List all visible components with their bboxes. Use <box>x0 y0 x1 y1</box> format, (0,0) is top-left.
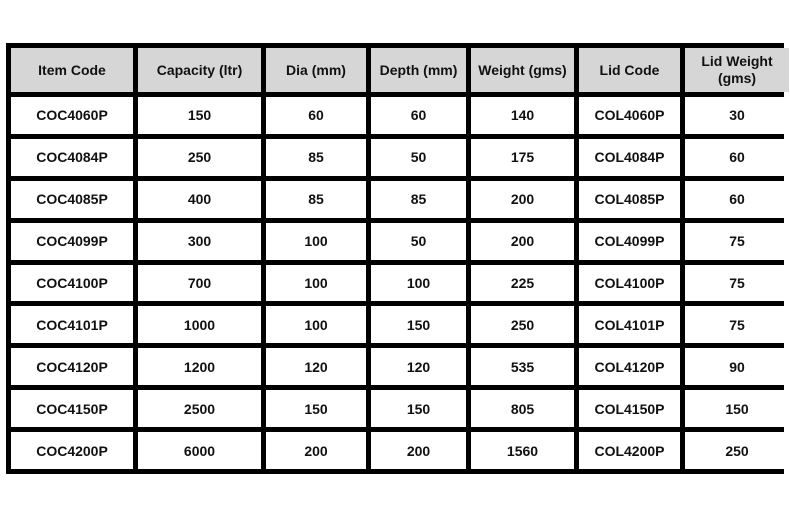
cell-depth: 100 <box>371 265 466 302</box>
cell-dia: 60 <box>266 97 366 134</box>
table-row <box>11 390 789 427</box>
cell-lid-weight: 75 <box>685 223 789 260</box>
header-lid-weight: Lid Weight (gms) <box>685 48 789 92</box>
header-item-code: Item Code <box>11 48 133 92</box>
cell-capacity: 700 <box>138 265 261 302</box>
cell-item-code: COC4101P <box>11 306 133 343</box>
cell-lid-weight: 250 <box>685 432 789 469</box>
cell-item-code: COC4084P <box>11 139 133 176</box>
cell-weight: 175 <box>471 139 574 176</box>
header-row <box>11 48 789 92</box>
cell-lid-code: COL4200P <box>579 432 680 469</box>
spec-table-container <box>6 43 784 474</box>
cell-lid-weight: 75 <box>685 265 789 302</box>
cell-depth: 50 <box>371 139 466 176</box>
cell-item-code: COC4060P <box>11 97 133 134</box>
cell-lid-weight: 60 <box>685 181 789 218</box>
cell-lid-weight: 90 <box>685 348 789 385</box>
cell-depth: 120 <box>371 348 466 385</box>
cell-weight: 200 <box>471 223 574 260</box>
cell-dia: 120 <box>266 348 366 385</box>
cell-lid-code: COL4101P <box>579 306 680 343</box>
cell-dia: 100 <box>266 306 366 343</box>
table-row <box>11 139 789 176</box>
table-row <box>11 223 789 260</box>
cell-item-code: COC4085P <box>11 181 133 218</box>
table-body <box>11 97 789 469</box>
header-weight: Weight (gms) <box>471 48 574 92</box>
cell-depth: 60 <box>371 97 466 134</box>
cell-weight: 1560 <box>471 432 574 469</box>
cell-capacity: 300 <box>138 223 261 260</box>
cell-lid-code: COL4120P <box>579 348 680 385</box>
cell-dia: 85 <box>266 139 366 176</box>
table-row <box>11 181 789 218</box>
cell-lid-code: COL4084P <box>579 139 680 176</box>
table-row <box>11 348 789 385</box>
cell-depth: 150 <box>371 306 466 343</box>
cell-weight: 225 <box>471 265 574 302</box>
cell-item-code: COC4200P <box>11 432 133 469</box>
cell-lid-code: COL4085P <box>579 181 680 218</box>
cell-depth: 50 <box>371 223 466 260</box>
cell-weight: 535 <box>471 348 574 385</box>
cell-weight: 140 <box>471 97 574 134</box>
cell-capacity: 150 <box>138 97 261 134</box>
cell-item-code: COC4100P <box>11 265 133 302</box>
cell-capacity: 250 <box>138 139 261 176</box>
cell-weight: 805 <box>471 390 574 427</box>
cell-dia: 100 <box>266 265 366 302</box>
cell-item-code: COC4120P <box>11 348 133 385</box>
cell-dia: 85 <box>266 181 366 218</box>
cell-item-code: COC4099P <box>11 223 133 260</box>
header-depth: Depth (mm) <box>371 48 466 92</box>
cell-capacity: 1000 <box>138 306 261 343</box>
cell-item-code: COC4150P <box>11 390 133 427</box>
header-capacity: Capacity (ltr) <box>138 48 261 92</box>
cell-capacity: 1200 <box>138 348 261 385</box>
cell-dia: 200 <box>266 432 366 469</box>
cell-capacity: 400 <box>138 181 261 218</box>
cell-capacity: 6000 <box>138 432 261 469</box>
cell-capacity: 2500 <box>138 390 261 427</box>
table-row <box>11 432 789 469</box>
spec-table <box>6 43 790 474</box>
header-dia: Dia (mm) <box>266 48 366 92</box>
cell-depth: 200 <box>371 432 466 469</box>
table-row <box>11 97 789 134</box>
cell-lid-code: COL4099P <box>579 223 680 260</box>
header-lid-code: Lid Code <box>579 48 680 92</box>
cell-lid-code: COL4060P <box>579 97 680 134</box>
table-row <box>11 265 789 302</box>
cell-depth: 150 <box>371 390 466 427</box>
cell-lid-code: COL4150P <box>579 390 680 427</box>
table-row <box>11 306 789 343</box>
cell-lid-code: COL4100P <box>579 265 680 302</box>
cell-lid-weight: 60 <box>685 139 789 176</box>
cell-weight: 200 <box>471 181 574 218</box>
cell-weight: 250 <box>471 306 574 343</box>
cell-lid-weight: 75 <box>685 306 789 343</box>
cell-lid-weight: 150 <box>685 390 789 427</box>
cell-dia: 100 <box>266 223 366 260</box>
cell-lid-weight: 30 <box>685 97 789 134</box>
cell-depth: 85 <box>371 181 466 218</box>
cell-dia: 150 <box>266 390 366 427</box>
